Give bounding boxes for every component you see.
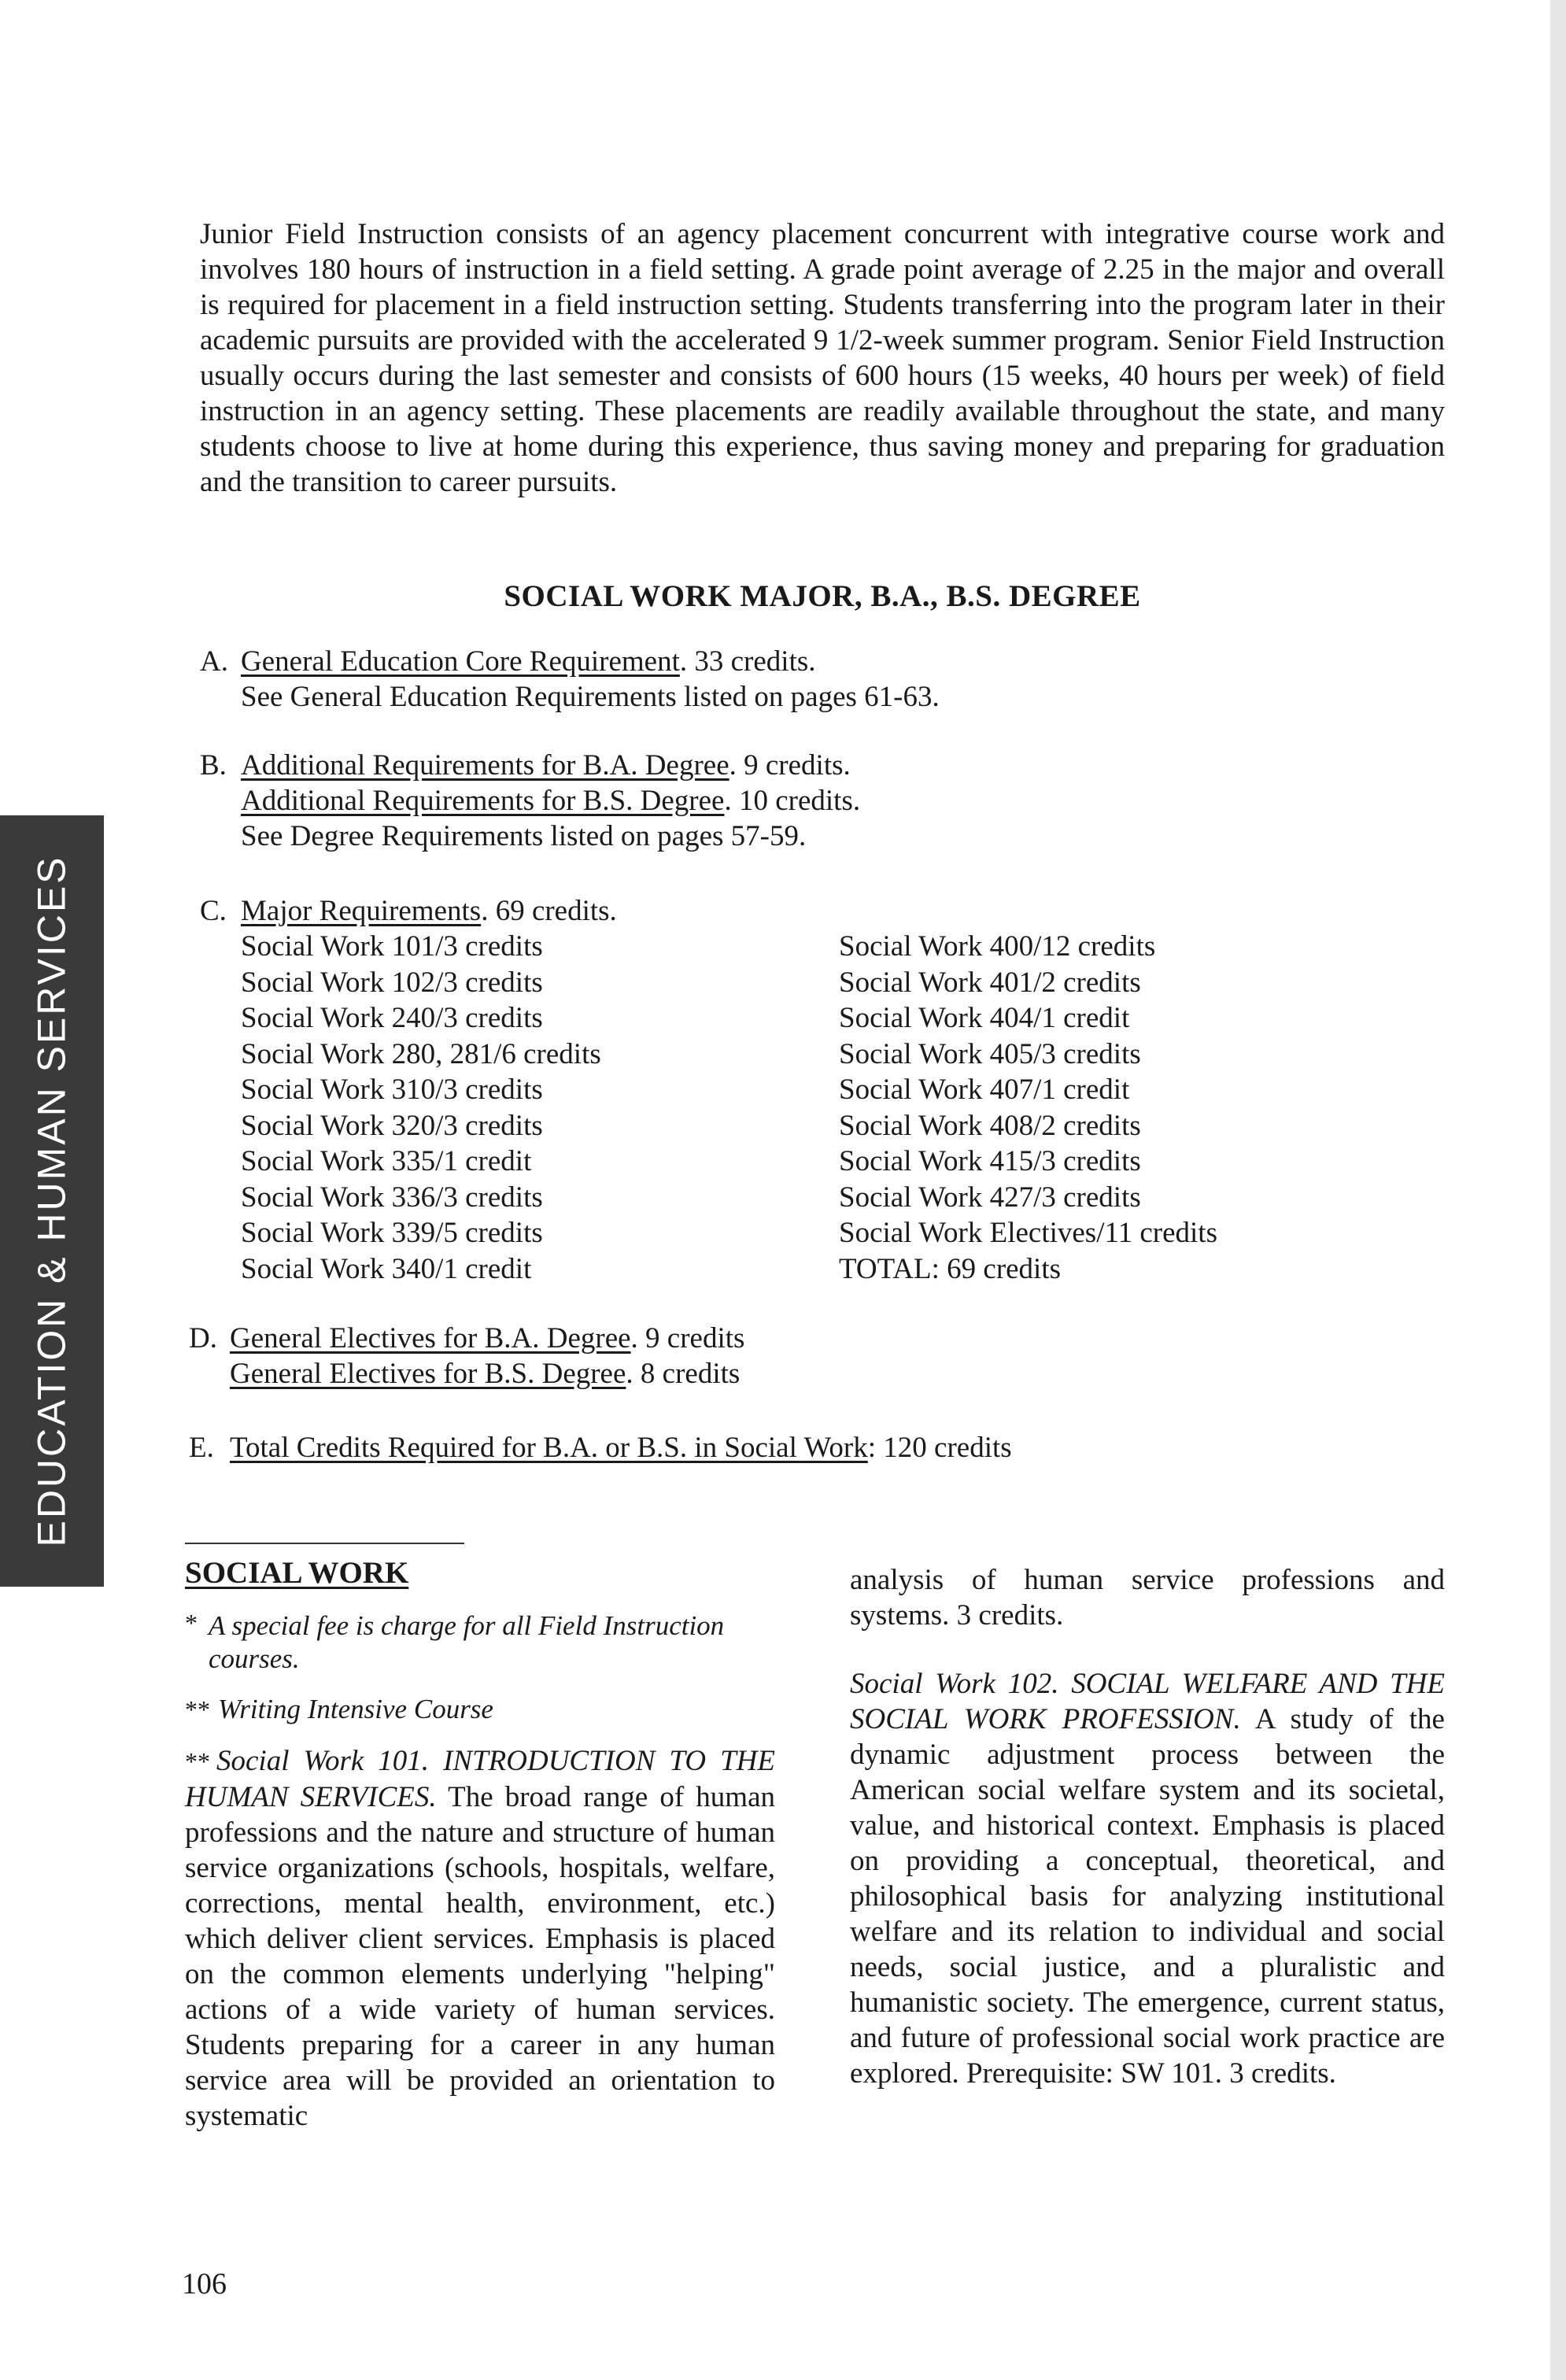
- page-number: 106: [182, 2267, 227, 2301]
- heading-rule: [185, 1543, 464, 1544]
- list-item: Social Work 400/12 credits: [839, 930, 1156, 963]
- writing-note: ** Writing Intensive Course: [185, 1694, 493, 1724]
- intro-paragraph: Junior Field Instruction consists of an agency placement concurrent with integrative course work and involves 180 hours of instruction in a field setting. A grade point average of 2.25 in the major and overall is required for placement in a field instruction setting. Students transferring into the program later in their academic pursuits are provided with the accelerated 9 1/2-week summer program. Senior Field Instruction usually occurs during the last semester and consists of 600 hours (15 weeks, 40 hours per week) of field instruction in an agency setting. These placements are readily available throughout the state, and many students choose to live at home during this experience, thus saving money and preparing for graduation and the transition to career pursuits.: [200, 218, 1445, 498]
- course-sw101: [185, 1743, 775, 2134]
- course-list-right: [839, 929, 1437, 1287]
- section-letter: E.: [189, 1432, 214, 1464]
- fee-note: * A special fee is charge for all Field Instruction courses.: [185, 1609, 775, 1676]
- requirement-c: [200, 893, 617, 929]
- section-credits-bs: . 10 credits.: [724, 785, 861, 817]
- list-item: Social Work 405/3 credits: [839, 1037, 1141, 1070]
- course-sw101-continued: analysis of human service professions and systems. 3 credits.: [850, 1564, 1445, 1632]
- list-item: Social Work 102/3 credits: [241, 966, 543, 999]
- requirement-a: [200, 644, 940, 715]
- section-title-bs: General Electives for B.S. Degree: [230, 1358, 626, 1390]
- section-credits-ba: . 9 credits: [630, 1322, 745, 1354]
- requirement-d: [189, 1321, 744, 1391]
- section-credits: . 69 credits.: [481, 895, 617, 927]
- list-item: Social Work 101/3 credits: [241, 930, 543, 963]
- list-item: Social Work 340/1 credit: [241, 1252, 532, 1285]
- list-item: Social Work 335/1 credit: [241, 1145, 532, 1177]
- list-item: Social Work 407/1 credit: [839, 1074, 1130, 1106]
- list-item: Social Work 404/1 credit: [839, 1002, 1130, 1034]
- double-asterisk-mark: **: [185, 1695, 210, 1724]
- list-item: Social Work 415/3 credits: [839, 1145, 1141, 1177]
- course-descriptions-left: [185, 1543, 775, 2134]
- list-item: Social Work 339/5 credits: [241, 1217, 543, 1249]
- list-item: Social Work 408/2 credits: [839, 1109, 1141, 1142]
- section-title-ba: General Electives for B.A. Degree: [230, 1322, 631, 1354]
- list-item: Social Work 240/3 credits: [241, 1002, 543, 1034]
- asterisk-mark: *: [185, 1609, 198, 1637]
- section-letter: D.: [189, 1322, 217, 1354]
- list-item: Social Work Electives/11 credits: [839, 1217, 1217, 1249]
- list-item: Social Work 280, 281/6 credits: [241, 1037, 601, 1070]
- list-item: Social Work 427/3 credits: [839, 1181, 1141, 1214]
- page-edge: [1550, 0, 1566, 2380]
- section-credits-bs: . 8 credits: [626, 1358, 741, 1390]
- section-title: General Education Core Requirement: [241, 645, 680, 678]
- double-asterisk-mark: **: [185, 1747, 210, 1776]
- course-heading: SOCIAL WORK: [185, 1556, 409, 1590]
- section-credits: . 33 credits.: [679, 645, 816, 678]
- list-item: TOTAL: 69 credits: [839, 1252, 1062, 1285]
- list-item: Social Work 310/3 credits: [241, 1074, 543, 1106]
- course-list-left: [241, 929, 823, 1287]
- side-tab-label: EDUCATION & HUMAN SERVICES: [30, 855, 74, 1547]
- requirement-e: [189, 1430, 1012, 1465]
- course-title: Social Work 102. SOCIAL WELFARE AND THE SOCIAL WORK PROFESSION.: [850, 1668, 1445, 1735]
- section-title: Total Credits Required for B.A. or B.S. in Social Work: [230, 1432, 868, 1464]
- section-letter: B.: [200, 749, 227, 782]
- section-credits: : 120 credits: [867, 1432, 1012, 1464]
- course-title: Social Work 101. INTRODUCTION TO THE HUMAN SERVICES.: [185, 1745, 775, 1813]
- list-item: Social Work 336/3 credits: [241, 1181, 543, 1214]
- course-description: A study of the dynamic adjustment process between the American social welfare system and its societal, value, and historical context. Emphasis is placed on providing a conceptual, theoretical, and philosophical basis for analyzing institutional welfare and its relation to individual and social needs, social justice, and a pluralistic and humanistic society. The emergence, current status, and future of professional social work practice are explored. Prerequisite: SW 101. 3 credits.: [850, 1703, 1445, 2090]
- list-item: Social Work 320/3 credits: [241, 1109, 543, 1142]
- major-heading: SOCIAL WORK MAJOR, B.A., B.S. DEGREE: [504, 579, 1141, 613]
- section-note: See General Education Requirements listed on pages 61-63.: [241, 681, 940, 713]
- course-sw102: [850, 1666, 1445, 2091]
- section-letter: A.: [200, 645, 228, 678]
- section-title: Major Requirements: [241, 895, 482, 927]
- section-credits-ba: . 9 credits.: [729, 749, 851, 782]
- section-note: See Degree Requirements listed on pages 57-59.: [241, 820, 807, 852]
- section-title-bs: Additional Requirements for B.S. Degree: [241, 785, 725, 817]
- section-letter: C.: [200, 895, 227, 927]
- requirement-b: [200, 748, 860, 854]
- section-title-ba: Additional Requirements for B.A. Degree: [241, 749, 729, 782]
- course-description: The broad range of human professions and the nature and structure of human service organizations (schools, hospitals, welfare, corrections, mental health, environment, etc.) which deliver client services. Emphasis is placed on the common elements underlying "helping" actions of a wide variety of human services. Students preparing for a career in any human service area will be provided an orientation to systematic: [185, 1781, 775, 2132]
- side-tab: [0, 815, 104, 1587]
- list-item: Social Work 401/2 credits: [839, 966, 1141, 999]
- course-descriptions-right: [850, 1562, 1445, 2091]
